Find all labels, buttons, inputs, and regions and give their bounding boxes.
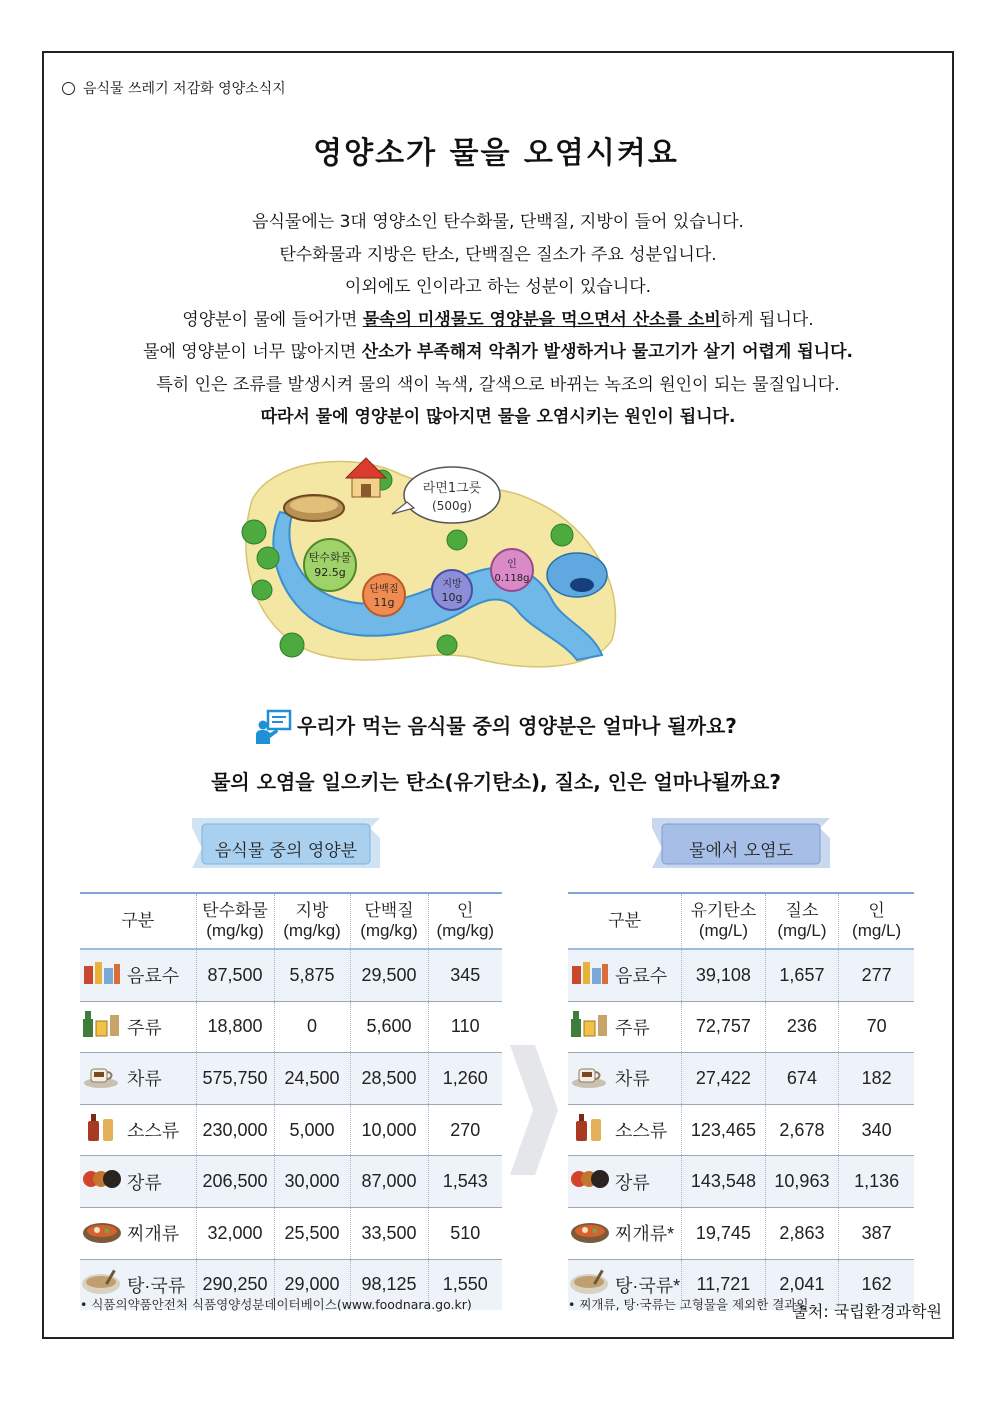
category-cell (568, 1207, 682, 1259)
protein-value: 11g (373, 596, 395, 609)
category-label: 차류 (615, 1069, 650, 1090)
table-row (568, 1053, 914, 1105)
category-label: 장류 (615, 1172, 650, 1193)
column-header (350, 893, 428, 949)
header-text: 단백질 (mg/kg) (360, 901, 418, 940)
beverage-icon (569, 958, 611, 993)
value-cell: 25,500 (274, 1207, 350, 1259)
value-cell: 11,721 (682, 1259, 766, 1310)
beverage-icon (81, 958, 123, 993)
intro-line: 탄수화물과 지방은 탄소, 단백질은 질소가 주요 성분입니다. (279, 244, 717, 265)
question-line (0, 705, 992, 761)
category-label: 소스류 (127, 1121, 180, 1142)
header-note-text: 음식물 쓰레기 저감화 영양소식지 (83, 81, 286, 97)
carb-label: 탄수화물 (308, 551, 352, 564)
category-label: 차류 (127, 1069, 162, 1090)
column-header (682, 893, 766, 949)
value-cell: 29,500 (350, 949, 428, 1001)
value-cell: 5,875 (274, 949, 350, 1001)
value-cell: 98,125 (350, 1259, 428, 1310)
value-cell: 10,963 (765, 1156, 839, 1208)
category-cell (80, 1001, 196, 1053)
category-wrap (81, 958, 195, 993)
category-cell (80, 1104, 196, 1156)
category-wrap (569, 1009, 680, 1044)
value-cell: 5,000 (274, 1104, 350, 1156)
value-cell: 277 (839, 949, 914, 1001)
category-wrap (569, 1061, 680, 1096)
value-cell: 182 (839, 1053, 914, 1105)
column-header (196, 893, 274, 949)
right-arrow-icon (510, 1030, 560, 1190)
value-cell: 270 (428, 1104, 502, 1156)
question-block (0, 705, 992, 804)
left-footnote: • 식품의약품안전처 식품영양성분데이터베이스(www.foodnara.go.kr) (80, 1297, 472, 1312)
category-wrap (81, 1216, 195, 1251)
value-cell: 123,465 (682, 1104, 766, 1156)
circle-bullet-icon (62, 82, 75, 95)
value-cell: 206,500 (196, 1156, 274, 1208)
tea-icon (569, 1061, 611, 1096)
paste-icon (81, 1164, 123, 1199)
column-header (765, 893, 839, 949)
category-label: 소스류 (615, 1121, 668, 1142)
category-wrap (81, 1113, 195, 1148)
value-cell: 1,136 (839, 1156, 914, 1208)
value-cell: 575,750 (196, 1053, 274, 1105)
category-label: 주류 (615, 1017, 650, 1038)
column-header (568, 893, 682, 949)
left-table-ribbon (192, 818, 380, 866)
alcohol-icon (569, 1009, 611, 1044)
category-cell (80, 1156, 196, 1208)
value-cell: 18,800 (196, 1001, 274, 1053)
intro-emphasis: 물속의 미생물도 영양분을 먹으면서 산소를 소비 (362, 309, 721, 330)
phosphorus-value: 0.118g (494, 573, 530, 584)
category-cell (80, 949, 196, 1001)
value-cell: 230,000 (196, 1104, 274, 1156)
value-cell: 290,250 (196, 1259, 274, 1310)
table-row (568, 1001, 914, 1053)
intro-line: 특히 인은 조류를 발생시켜 물의 색이 녹색, 갈색으로 바뀌는 녹조의 원인이 되는 물질입니다. (156, 374, 840, 395)
speech-text: 라면1그릇 (422, 481, 482, 496)
table-header-row (568, 893, 914, 949)
right-table-ribbon (652, 818, 830, 866)
header-text: 탄수화물 (mg/kg) (202, 901, 268, 940)
value-cell: 30,000 (274, 1156, 350, 1208)
category-wrap (81, 1061, 195, 1096)
right-footnote: • 찌개류, 탕·국류는 고형물을 제외한 결과임. (568, 1297, 813, 1312)
table-row (80, 1001, 502, 1053)
intro-text-part: 물에 영양분이 너무 많아지면 (143, 342, 362, 362)
category-cell (568, 1104, 682, 1156)
intro-line: 이외에도 인이라고 하는 성분이 있습니다. (344, 277, 652, 297)
nutrient-table (80, 892, 502, 1310)
category-label: 탕·국류 (127, 1275, 186, 1296)
right-ribbon-label: 물에서 오염도 (689, 841, 793, 861)
category-cell (568, 949, 682, 1001)
value-cell: 345 (428, 949, 502, 1001)
value-cell: 2,041 (765, 1259, 839, 1310)
table-row (80, 1053, 502, 1105)
intro-text-part: 하게 됩니다. (720, 309, 814, 330)
header-text: 유기탄소 (mg/L) (690, 901, 757, 940)
value-cell: 143,548 (682, 1156, 766, 1208)
value-cell: 2,678 (765, 1104, 839, 1156)
value-cell: 510 (428, 1207, 502, 1259)
river-nutrient-illustration (232, 440, 632, 675)
header-text: 질소 (mg/L) (777, 901, 827, 940)
newsletter-header (62, 78, 286, 98)
value-cell: 1,260 (428, 1053, 502, 1105)
value-cell: 29,000 (274, 1259, 350, 1310)
category-cell (80, 1053, 196, 1105)
table-row (80, 1207, 502, 1259)
intro-text-part: 영양분이 물에 들어가면 (182, 309, 363, 330)
value-cell: 1,657 (765, 949, 839, 1001)
value-cell: 340 (839, 1104, 914, 1156)
value-cell: 1,550 (428, 1259, 502, 1310)
category-cell (568, 1156, 682, 1208)
category-wrap (569, 1113, 680, 1148)
intro-line (44, 336, 952, 369)
intro-line (44, 304, 952, 337)
category-wrap (569, 1216, 680, 1251)
header-text: 구분 (121, 911, 155, 930)
value-cell: 0 (274, 1001, 350, 1053)
intro-line: 음식물에는 3대 영양소인 탄수화물, 단백질, 지방이 들어 있습니다. (252, 212, 744, 232)
carb-value: 92.5g (314, 566, 346, 579)
header-text: 인 (mg/L) (852, 901, 902, 940)
category-cell (80, 1207, 196, 1259)
header-text: 인 (mg/kg) (436, 901, 495, 940)
value-cell: 87,000 (350, 1156, 428, 1208)
value-cell: 19,745 (682, 1207, 766, 1259)
value-cell: 387 (839, 1207, 914, 1259)
question-2: 물의 오염을 일으키는 탄소(유기탄소), 질소, 인은 얼마나될까요? (211, 769, 781, 794)
tea-icon (81, 1061, 123, 1096)
value-cell: 1,543 (428, 1156, 502, 1208)
category-cell (568, 1001, 682, 1053)
sauce-icon (569, 1113, 611, 1148)
value-cell: 28,500 (350, 1053, 428, 1105)
category-label: 음료수 (615, 966, 668, 987)
speech-subtext: (500g) (432, 499, 472, 513)
table-row (80, 1104, 502, 1156)
intro-text (44, 206, 952, 434)
table-row (568, 1207, 914, 1259)
protein-label: 단백질 (369, 584, 399, 595)
category-label: 찌개류 (127, 1224, 180, 1245)
pollution-table (568, 892, 914, 1310)
value-cell: 674 (765, 1053, 839, 1105)
alcohol-icon (81, 1009, 123, 1044)
column-header (274, 893, 350, 949)
intro-emphasis: 산소가 부족해져 악취가 발생하거나 물고기가 살기 어렵게 됩니다. (361, 342, 853, 362)
column-header (839, 893, 914, 949)
category-wrap (569, 1164, 680, 1199)
table-row (568, 1104, 914, 1156)
value-cell: 70 (839, 1001, 914, 1053)
value-cell: 2,863 (765, 1207, 839, 1259)
fat-value: 10g (441, 591, 463, 604)
category-label: 탕·국류* (615, 1275, 681, 1296)
fat-label: 지방 (442, 579, 462, 590)
value-cell: 10,000 (350, 1104, 428, 1156)
value-cell: 32,000 (196, 1207, 274, 1259)
table-row (80, 1156, 502, 1208)
stew-icon (81, 1216, 123, 1251)
category-label: 장류 (127, 1172, 162, 1193)
column-header (428, 893, 502, 949)
category-label: 찌개류* (615, 1224, 675, 1245)
column-header (80, 893, 196, 949)
stew-icon (569, 1216, 611, 1251)
value-cell: 27,422 (682, 1053, 766, 1105)
value-cell: 33,500 (350, 1207, 428, 1259)
category-cell (568, 1053, 682, 1105)
value-cell: 72,757 (682, 1001, 766, 1053)
value-cell: 162 (839, 1259, 914, 1310)
phosphorus-label: 인 (507, 559, 517, 570)
category-wrap (81, 1009, 195, 1044)
value-cell: 110 (428, 1001, 502, 1053)
value-cell: 39,108 (682, 949, 766, 1001)
value-cell: 5,600 (350, 1001, 428, 1053)
table-row (568, 1156, 914, 1208)
category-wrap (569, 958, 680, 993)
category-wrap (81, 1164, 195, 1199)
teacher-board-icon (255, 708, 293, 746)
header-text: 구분 (608, 911, 642, 930)
category-label: 주류 (127, 1017, 162, 1038)
source-credit: 출처: 국립환경과학원 (792, 1302, 942, 1321)
page-title: 영양소가 물을 오염시켜요 (313, 136, 679, 171)
table-header-row (80, 893, 502, 949)
sauce-icon (81, 1113, 123, 1148)
question-1: 우리가 먹는 음식물 중의 영양분은 얼마나 될까요? (297, 714, 737, 738)
table-row (568, 949, 914, 1001)
table-row (80, 949, 502, 1001)
category-label: 음료수 (127, 966, 180, 987)
value-cell: 236 (765, 1001, 839, 1053)
paste-icon (569, 1164, 611, 1199)
value-cell: 87,500 (196, 949, 274, 1001)
value-cell: 24,500 (274, 1053, 350, 1105)
left-ribbon-label: 음식물 중의 영양분 (214, 841, 358, 861)
header-text: 지방 (mg/kg) (283, 901, 341, 940)
intro-conclusion: 따라서 물에 영양분이 많아지면 물을 오염시키는 원인이 됩니다. (260, 407, 736, 427)
